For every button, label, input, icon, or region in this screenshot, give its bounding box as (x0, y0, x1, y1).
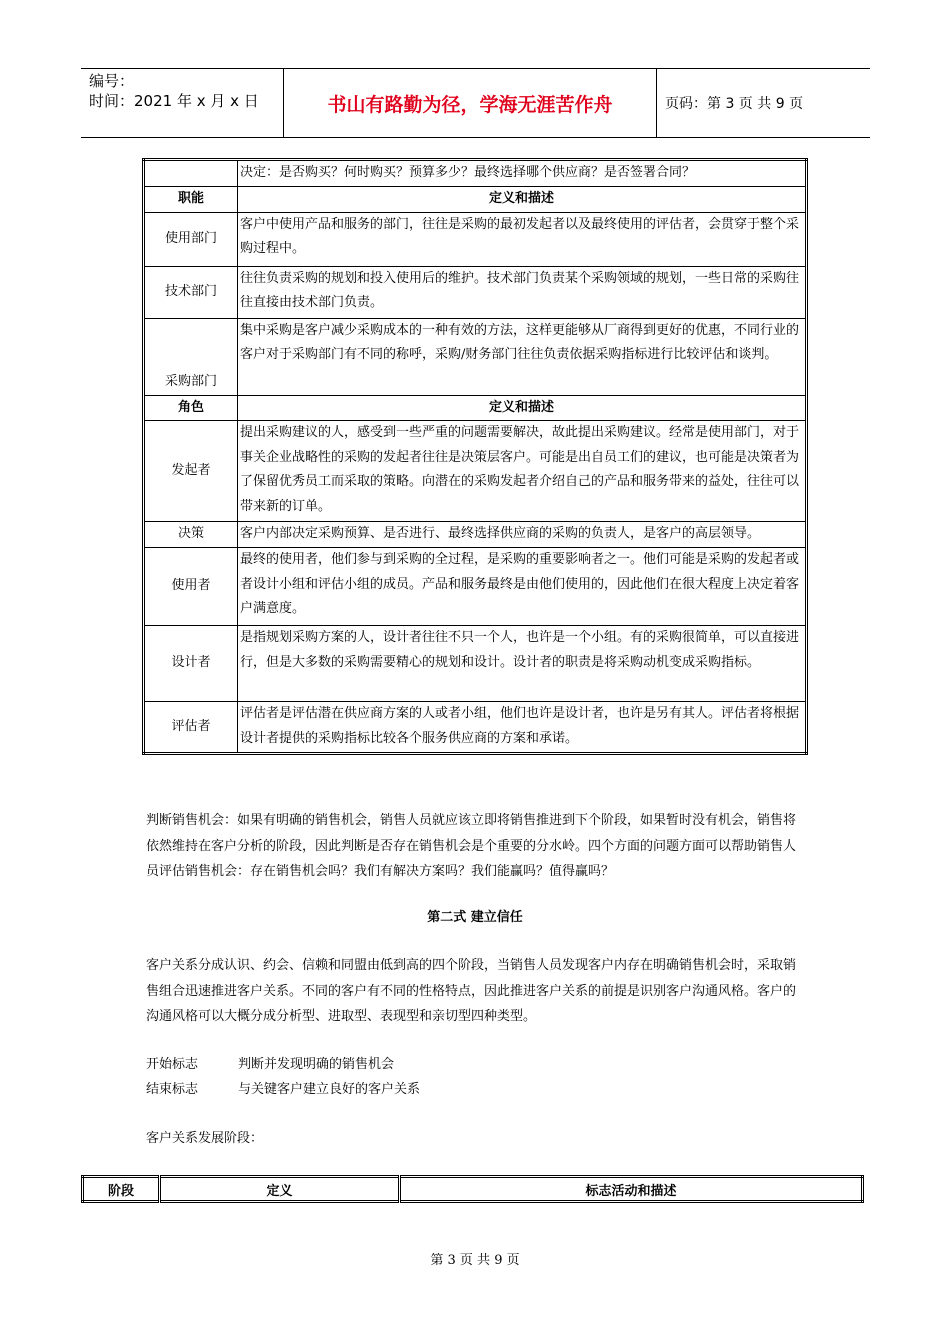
end-mark-label: 结束标志 (146, 1082, 199, 1097)
stage-intro: 客户关系发展阶段： (146, 1131, 264, 1146)
start-mark-value: 判断并发现明确的销售机会 (238, 1057, 395, 1072)
stage-col-header: 阶段 (83, 1177, 160, 1202)
page-footer: 第 3 页 共 9 页 (430, 1253, 520, 1268)
stage-header-row (83, 1177, 863, 1202)
header-motto: 书山有路勤为径，学海无涯苦作舟 (327, 93, 613, 116)
table-row (144, 266, 807, 318)
header-meta (81, 69, 291, 139)
role-desc: 提出采购建议的人，感受到一些严重的问题需要解决，故此提出采购建议。经常是使用部门，对于事关企业战略性的采购的发起者往往是决策层客户。可能是出自员工们的建议，也可能是决策者为了保留优秀员工而采取的策略。向潜在的采购发起者介绍自己的产品和服务带来的益处，往往可以带来新的订单。 (238, 421, 807, 522)
function-desc: 集中采购是客户减少采购成本的一种有效的方法，这样更能够从厂商得到更好的优惠，不同行业的客户对于采购部门有不同的称呼，采购/财务部门往往负责依据采购指标进行比较评估和谈判。 (238, 318, 807, 395)
desc-col-header: 定义和描述 (238, 186, 807, 212)
function-col-header: 职能 (144, 186, 238, 212)
role-name: 发起者 (144, 421, 238, 522)
activity-col-header: 标志活动和描述 (400, 1177, 863, 1202)
role-desc: 最终的使用者，他们参与到采购的全过程，是采购的重要影响者之一。他们可能是采购的发起者或者设计小组和评估小组的成员。产品和服务最终是由他们使用的，因此他们在很大程度上决定着客户满意度。 (238, 548, 807, 626)
table-row (144, 702, 807, 754)
table-row (144, 626, 807, 702)
table-row (144, 160, 807, 187)
table-row (144, 212, 807, 266)
role-header-row (144, 395, 807, 421)
role-desc: 客户内部决定采购预算、是否进行、最终选择供应商的采购的负责人，是客户的高层领导。 (238, 522, 807, 548)
header-page-info: 页码：第 3 页 共 9 页 (665, 96, 804, 112)
function-name: 技术部门 (144, 266, 238, 318)
role-desc: 评估者是评估潜在供应商方案的人或者小组，他们也许是设计者，也许是另有其人。评估者将根据设计者提供的采购指标比较各个服务供应商的方案和承诺。 (238, 702, 807, 754)
role-name: 评估者 (144, 702, 238, 754)
table-row (144, 548, 807, 626)
end-mark-value: 与关键客户建立良好的客户关系 (238, 1082, 421, 1097)
page-header (81, 68, 870, 138)
header-motto-cell (283, 69, 657, 137)
doc-date: 时间：2021 年 x 月 x 日 (89, 92, 259, 110)
judge-opportunity-paragraph: 判断销售机会：如果有明确的销售机会，销售人员就应该立即将销售推进到下个阶段，如果暂时没有机会，销售将依然维持在客户分析的阶段，因此判断是否存在销售机会是个重要的分水岭。四个方面的问题方面可以帮助销售人员评估销售机会：存在销售机会吗？我们有解决方案吗？我们能赢吗？值得赢吗？ (146, 813, 797, 879)
procurement-roles-table (142, 158, 808, 755)
end-mark (146, 1077, 420, 1102)
start-mark (146, 1052, 394, 1077)
role-desc: 是指规划采购方案的人，设计者往往不只一个人，也许是一个小组。有的采购很简单，可以直接进行，但是大多数的采购需要精心的规划和设计。设计者的职责是将采购动机变成采购指标。 (238, 626, 807, 702)
relationship-stage-table (81, 1175, 864, 1203)
role-name: 设计者 (144, 626, 238, 702)
decision-row-text: 决定：是否购买？何时购买？预算多少？最终选择哪个供应商？是否签署合同？ (238, 160, 807, 187)
definition-col-header: 定义 (160, 1177, 400, 1202)
table-row (144, 421, 807, 522)
function-name: 采购部门 (144, 318, 238, 395)
role-col-header: 角色 (144, 395, 238, 421)
table-row (144, 318, 807, 395)
function-desc: 客户中使用产品和服务的部门，往往是采购的最初发起者以及最终使用的评估者，会贯穿于整个采购过程中。 (238, 212, 807, 266)
table-row (144, 522, 807, 548)
table-cell-empty (144, 160, 238, 187)
function-desc: 往往负责采购的规划和投入使用后的维护。技术部门负责某个采购领域的规划，一些日常的采购往往直接由技术部门负责。 (238, 266, 807, 318)
doc-number-label: 编号： (89, 72, 135, 90)
function-header-row (144, 186, 807, 212)
desc-col-header: 定义和描述 (238, 395, 807, 421)
function-name: 使用部门 (144, 212, 238, 266)
role-name: 使用者 (144, 548, 238, 626)
start-mark-label: 开始标志 (146, 1057, 199, 1072)
role-name: 决策 (144, 522, 238, 548)
section-title: 第二式 建立信任 (427, 910, 523, 925)
relationship-paragraph: 客户关系分成认识、约会、信赖和同盟由低到高的四个阶段，当销售人员发现客户内存在明确销售机会时，采取销售组合迅速推进客户关系。不同的客户有不同的性格特点，因此推进客户关系的前提是识别客户沟通风格。客户的沟通风格可以大概分成分析型、进取型、表现型和亲切型四种类型。 (146, 958, 797, 1024)
